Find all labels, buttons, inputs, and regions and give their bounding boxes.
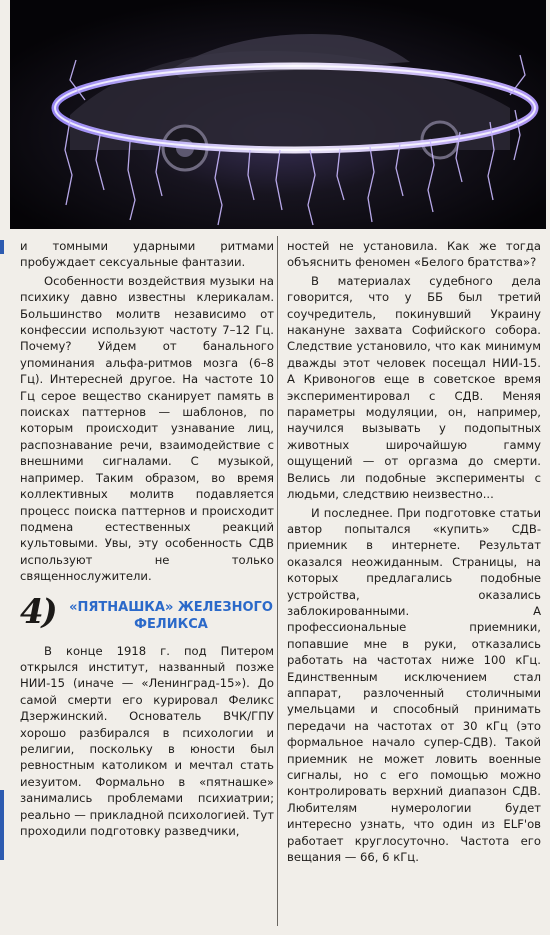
- right-column: [287, 238, 541, 865]
- paragraph: В конце 1918 г. под Питером открылся институт, названный позже НИИ-15 (иначе — «Ленинград-15»). До самой смерти его курировал Феликс Дзержинский. Основатель ВЧК/ГПУ хорошо разбирался в психологии и религии, поскольку в юности был ревностным католиком и мечтал стать иезуитом. Формально в «пятнашке» занимались проблемами психиатрии; реально — прикладной психологией. Тут проходили подготовку разведчики,: [20, 643, 274, 838]
- paragraph: Особенности воздействия музыки на психику давно известны клерикалам. Большинство молитв независимо от конфессии используют частоту 7–12 Гц. Почему? Уйдем от банального упоминания альфа-ритмов мозга (6–8 Гц). Интересней другое. На частоте 10 Гц серое вещество сканирует память в поисках паттернов — шаблонов, по которым происходит узнавание лиц, распознавание речи, взаимодействие с внешними сигналами. С музыкой, например. Таким образом, во время коллективных молитв подавляется процесс поиска паттернов и происходит подмена естественных реакций культовыми. Увы, эту особенность СДВ используют не только священнослужители.: [20, 273, 274, 584]
- discharge-illustration: [10, 0, 546, 229]
- paragraph: И последнее. При подготовке статьи автор попытался «купить» СДВ-приемник в интернете. Результат оказался неожиданным. Страницы, на которых предлагались подобные устройства, оказались заблокированными. А профессиональные приемники, попавшие мне в руки, отказались работать на частотах ниже 100 кГц. Единственным исключением стал аппарат, разлоченный столичными умельцами и способный принимать передачи на частотах от 30 кГц (это формальное начало супер-СДВ). Такой приемник не может ловить военные сигналы, но с его помощью можно контролировать верхний диапазон СДВ. Любителям нумерологии будет интересно узнать, что один из ELF'ов работает круглосуточно. Частота его вещания — 66, 6 кГц.: [287, 505, 541, 865]
- paragraph: ностей не установила. Как же тогда объяснить феномен «Белого братства»?: [287, 239, 541, 270]
- section-title: «ПЯТНАШКА» ЖЕЛЕЗНОГО ФЕЛИКСА: [69, 599, 273, 632]
- section-number: 4): [20, 591, 56, 632]
- paragraph: и томными ударными ритмами пробуждает сексуальные фантазии.: [20, 239, 274, 270]
- left-column: [20, 238, 274, 839]
- section-heading: [20, 591, 274, 633]
- photo-car-electric-discharge: [10, 0, 546, 229]
- left-edge-marker-top: [0, 240, 4, 254]
- paragraph: В материалах судебного дела говорится, что у ББ был третий соучредитель, покинувший Украину накануне захвата Софийского собора. Следствие установило, что как минимум дважды этот человек посещал НИИ-15. А Кривоногов еще в советское время экспериментировал с СДВ. Меняя параметры модуляции, он, например, научился вызывать у подопытных животных широчайшую гамму ощущений — от оргазма до смерти. Велись ли подобные эксперименты с людьми, следствию неизвестно...: [287, 273, 541, 502]
- left-edge-marker-bottom: [0, 790, 4, 860]
- column-divider: [277, 236, 278, 926]
